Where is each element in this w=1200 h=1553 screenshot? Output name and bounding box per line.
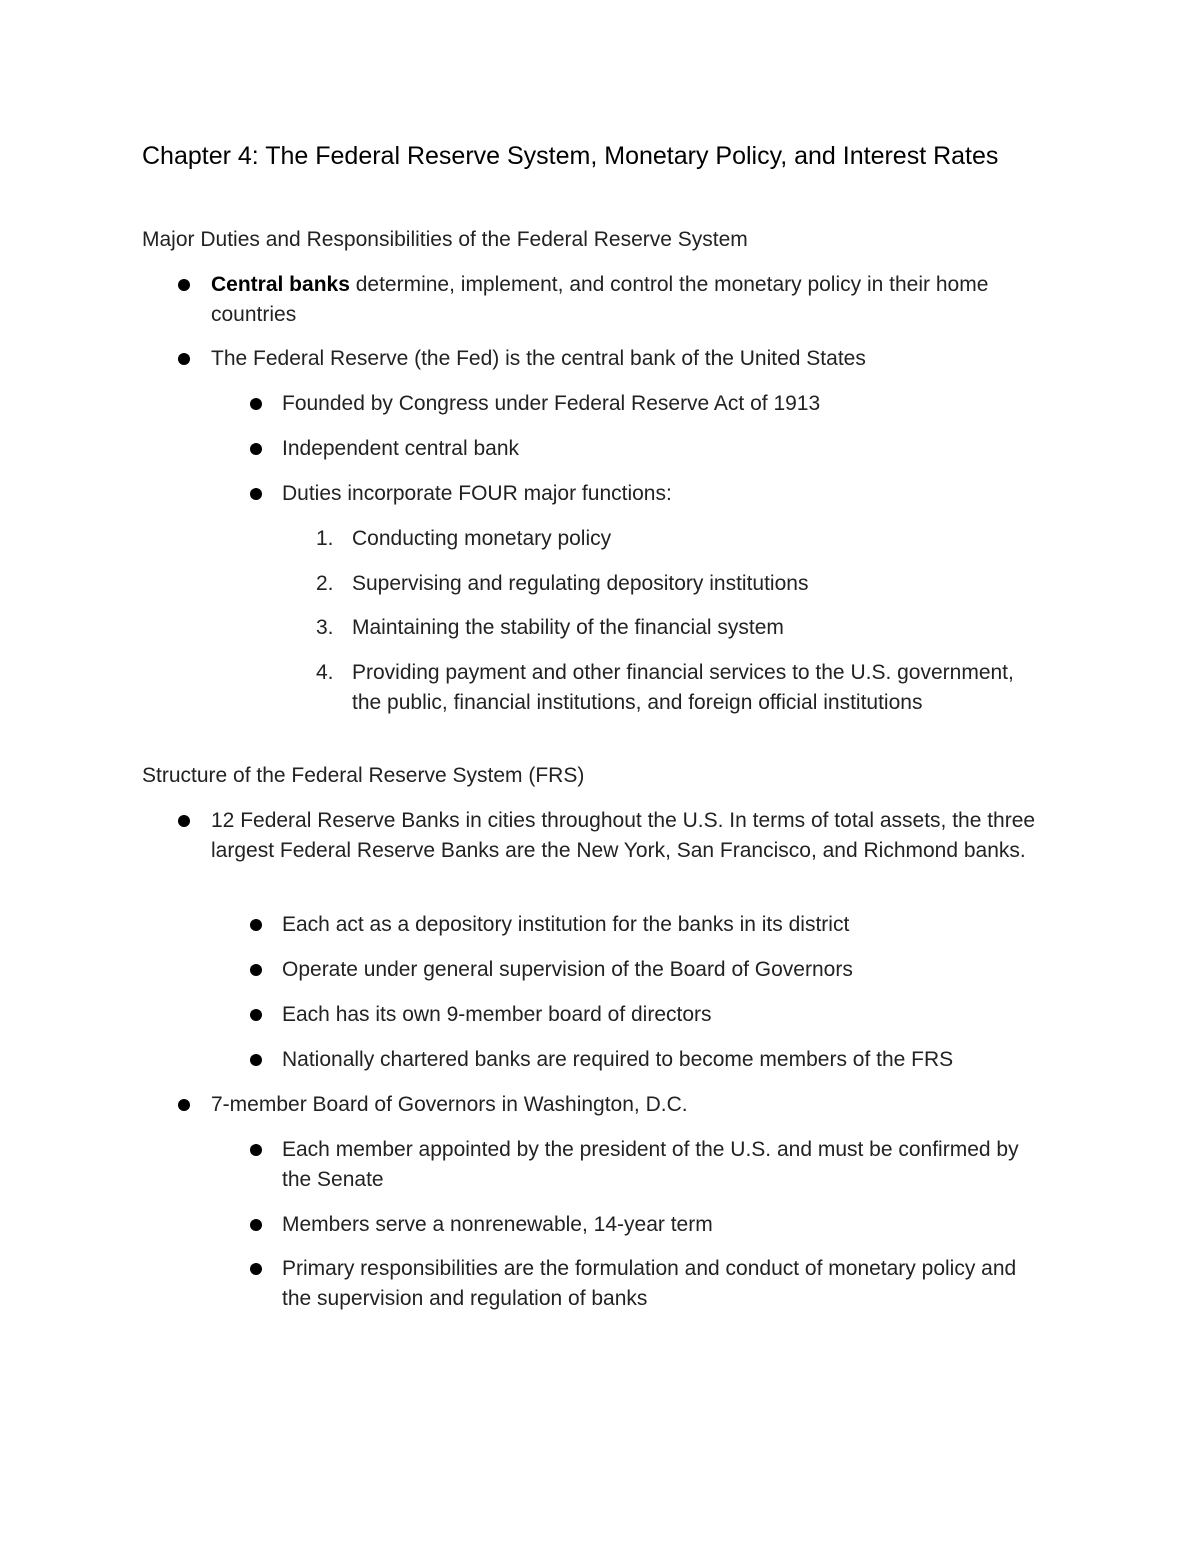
list-item-text: Supervising and regulating depository institutions (352, 572, 809, 595)
list-item-text: Independent central bank (282, 437, 520, 460)
list-item (282, 1045, 1042, 1075)
item-number: 4. (316, 661, 334, 684)
list-item-text: Maintaining the stability of the financial system (352, 616, 784, 639)
bullet-icon (250, 398, 262, 410)
list-item-text: Each has its own 9-member board of directors (282, 1003, 712, 1026)
list-item-text: The Federal Reserve (the Fed) is the central bank of the United States (211, 347, 866, 370)
list-item-text: Providing payment and other financial services to the U.S. government, the public, financial institutions, and foreign official institutions (352, 661, 1014, 714)
bullet-icon (250, 1263, 262, 1275)
numbered-item (316, 613, 1042, 643)
list-item-text: Members serve a nonrenewable, 14-year term (282, 1213, 713, 1236)
list-item-text: Each act as a depository institution for the banks in its district (282, 913, 850, 936)
list-item (211, 344, 1051, 374)
bullet-icon (178, 815, 190, 827)
list-item (282, 1135, 1042, 1195)
list-item (282, 1210, 1042, 1240)
list-item-text: Founded by Congress under Federal Reserve Act of 1913 (282, 392, 821, 415)
list-item-text: Duties incorporate FOUR major functions: (282, 482, 672, 505)
bullet-icon (250, 1144, 262, 1156)
list-item (282, 479, 1042, 509)
bullet-icon (250, 488, 262, 500)
bullet-icon (250, 1054, 262, 1066)
list-item (282, 434, 1042, 464)
list-item (211, 1090, 1051, 1120)
list-item-text: Primary responsibilities are the formulation and conduct of monetary policy and the supervision and regulation of banks (282, 1257, 1017, 1310)
bullet-icon (178, 279, 190, 291)
list-item (282, 910, 1042, 940)
item-number: 2. (316, 572, 334, 595)
list-item (282, 1000, 1042, 1030)
list-item-text: Operate under general supervision of the Board of Governors (282, 958, 853, 981)
bullet-icon (250, 1009, 262, 1021)
bold-term: Central banks (211, 273, 350, 296)
section-heading-structure: Structure of the Federal Reserve System (FRS) (142, 764, 585, 787)
bullet-icon (178, 1099, 190, 1111)
numbered-item (316, 524, 1042, 554)
bullet-icon (178, 353, 190, 365)
list-item-text: Conducting monetary policy (352, 527, 612, 550)
list-item-text: Each member appointed by the president of the U.S. and must be confirmed by the Senate (282, 1138, 1019, 1191)
list-item-text: determine, implement, and control the monetary policy in their home countries (211, 273, 989, 326)
bullet-icon (250, 1219, 262, 1231)
list-item (282, 955, 1042, 985)
numbered-item (316, 658, 1042, 718)
bullet-icon (250, 919, 262, 931)
list-item (282, 389, 1042, 419)
bullet-icon (250, 964, 262, 976)
list-item-text: 12 Federal Reserve Banks in cities throughout the U.S. In terms of total assets, the three largest Federal Reserve Banks are the New York, San Francisco, and Richmond banks. (211, 809, 1036, 862)
list-item (211, 270, 1051, 330)
numbered-item (316, 569, 1042, 599)
list-item-text: 7-member Board of Governors in Washington, D.C. (211, 1093, 688, 1116)
list-item (282, 1254, 1042, 1314)
item-number: 3. (316, 616, 334, 639)
page-title: Chapter 4: The Federal Reserve System, Monetary Policy, and Interest Rates (142, 142, 999, 170)
list-item-text: Nationally chartered banks are required to become members of the FRS (282, 1048, 954, 1071)
list-item (211, 806, 1051, 866)
bullet-icon (250, 443, 262, 455)
section-heading-duties: Major Duties and Responsibilities of the Federal Reserve System (142, 228, 748, 251)
item-number: 1. (316, 527, 334, 550)
